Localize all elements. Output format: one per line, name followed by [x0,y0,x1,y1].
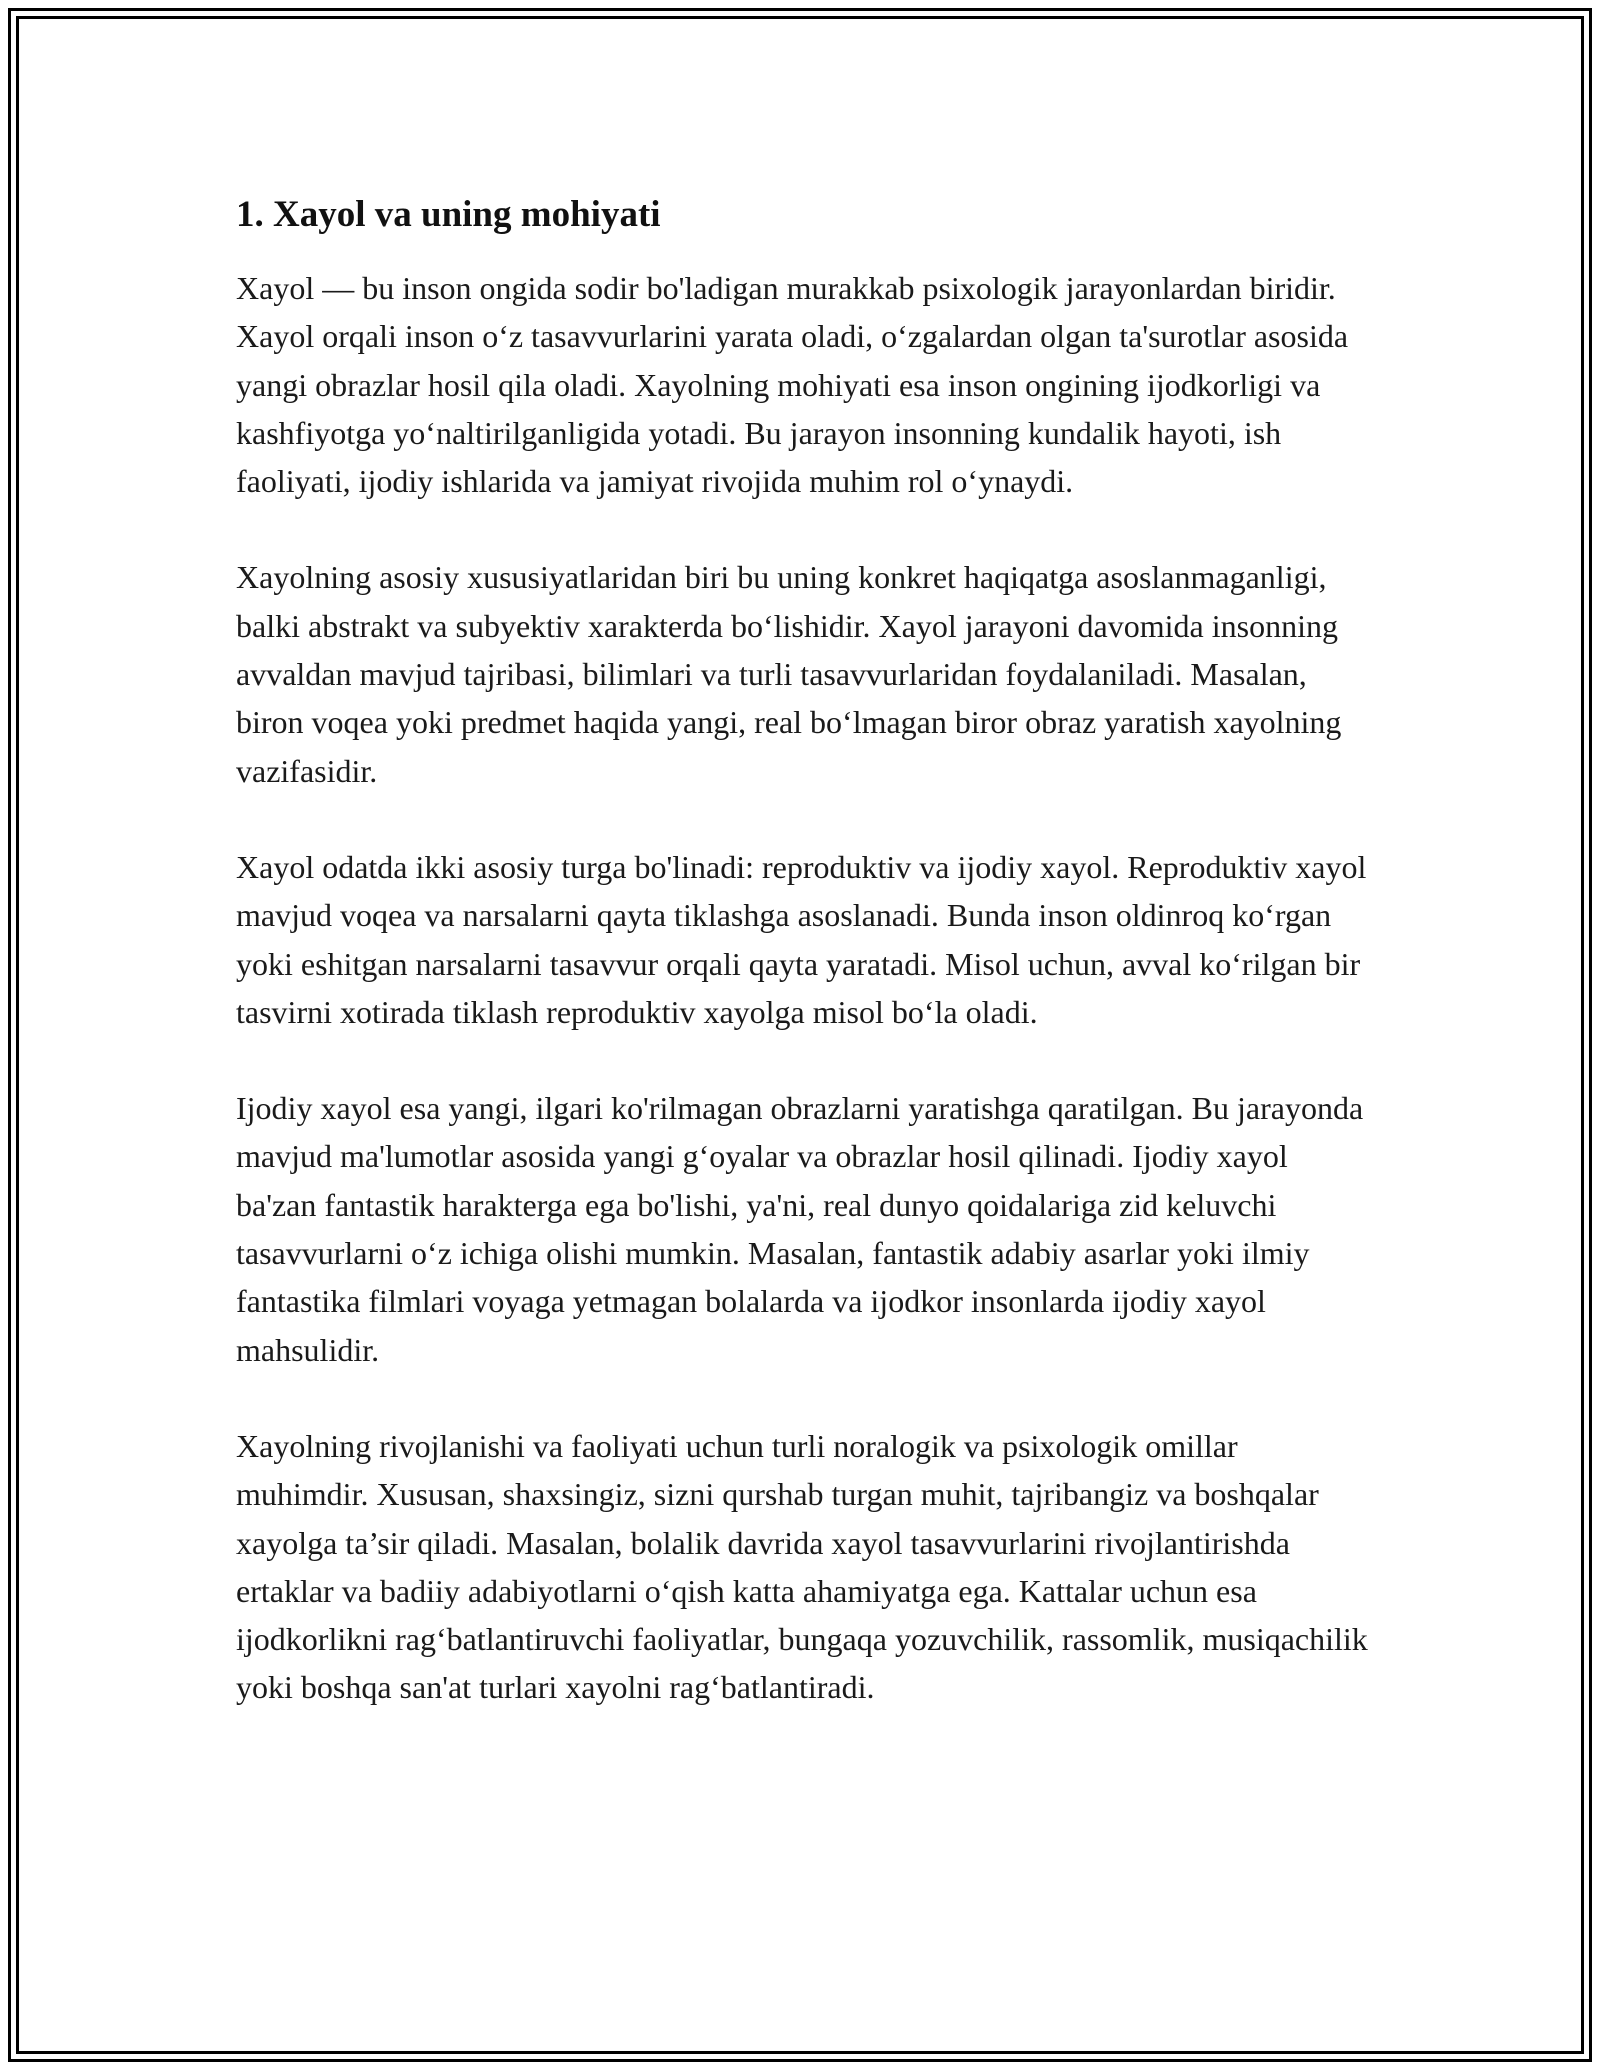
paragraph: Xayol — bu inson ongida sodir bo'ladigan murakkab psixologik jarayonlardan biridir. Xayol orqali inson o‘z tasavvurlarini yarata oladi, o‘zgalardan olgan ta'surotlar asosida yangi obrazlar hosil qila oladi. Xayolning mohiyati esa inson ongining ijodkorligi va kashfiyotga yo‘naltirilganligida yotadi. Bu jarayon insonning kundalik hayoti, ish faoliyati, ijodiy ishlarida va jamiyat rivojida muhim rol o‘ynaydi. [236,270,1349,500]
paragraph: Ijodiy xayol esa yangi, ilgari ko'rilmagan obrazlarni yaratishga qaratilgan. Bu jarayonda mavjud ma'lumotlar asosida yangi g‘oyalar va obrazlar hosil qilinadi. Ijodiy xayol ba'zan fantastik harakterga ega bo'lishi, ya'ni, real dunyo qoidalariga zid keluvchi tasavvurlarni o‘z ichiga olishi mumkin. Masalan, fantastik adabiy asarlar yoki ilmiy fantastika filmlari voyaga yetmagan bolalarda va ijodkor insonlarda ijodiy xayol mahsulidir. [236,1090,1364,1368]
paragraph: Xayolning asosiy xususiyatlaridan biri bu uning konkret haqiqatga asoslanmaganligi, balki abstrakt va subyektiv xarakterda bo‘lishidir. Xayol jarayoni davomida insonning avvaldan mavjud tajribasi, bilimlari va turli tasavvurlaridan foydalaniladi. Masalan, biron voqea yoki predmet haqida yangi, real bo‘lmagan biror obraz yaratish xayolning vazifasidir. [236,559,1342,789]
paragraph: Xayol odatda ikki asosiy turga bo'linadi: reproduktiv va ijodiy xayol. Reproduktiv xayol mavjud voqea va narsalarni qayta tiklashga asoslanadi. Bunda inson oldinroq ko‘rgan yoki eshitgan narsalarni tasavvur orqali qayta yaratadi. Misol uchun, avval ko‘rilgan bir tasvirni xotirada tiklash reproduktiv xayolga misol bo‘la oladi. [236,848,1367,1030]
document-body [236,188,1376,1712]
section-title: 1. Xayol va uning mohiyati [236,194,661,235]
paragraph: Xayolning rivojlanishi va faoliyati uchun turli noralogik va psixologik omillar muhimdir. Xususan, shaxsingiz, sizni qurshab turgan muhit, tajribangiz va boshqalar xayolga ta’sir qiladi. Masalan, bolalik davrida xayol tasavvurlarini rivojlantirishda ertaklar va badiiy adabiyotlarni o‘qish katta ahamiyatga ega. Kattalar uchun esa ijodkorlikni rag‘batlantiruvchi faoliyatlar, bungaqa yozuvchilik, rassomlik, musiqachilik yoki boshqa san'at turlari xayolni rag‘batlantiradi. [236,1427,1368,1706]
